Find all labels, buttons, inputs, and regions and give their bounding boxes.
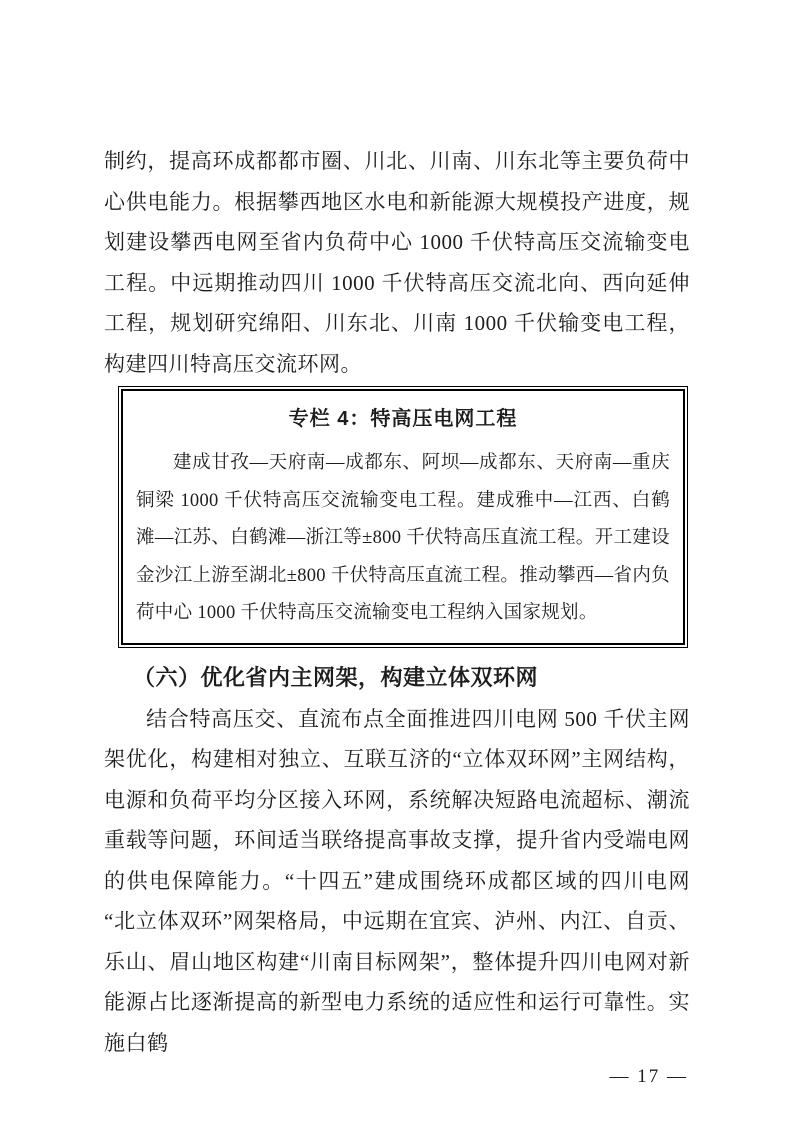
page-number: — 17 — (609, 1066, 688, 1087)
callout-box (121, 389, 685, 645)
paragraph-top: 制约，提高环成都都市圈、川北、川南、川东北等主要负荷中心供电能力。根据攀西地区水电和新能源大规模投产进度，规划建设攀西电网至省内负荷中心 1000 千伏特高压交流输变电工程。中远期推动四川 1000 千伏特高压交流北向、西向延伸工程，规划研究绵阳、川东北、川南 1000 千伏输变电工程，构建四川特高压交流环网。 (104, 149, 690, 376)
section-heading: （六）优化省内主网架，构建立体双环网 (133, 664, 539, 690)
callout-box-body: 建成甘孜—天府南—成都东、阿坝—成都东、天府南—重庆铜梁 1000 千伏特高压交流输变电工程。建成雅中—江西、白鹤滩—江苏、白鹤滩—浙江等±800 千伏特高压直流工程。开工建设金沙江上游至湖北±800 千伏特高压直流工程。推动攀西—省内负荷中心 1000 千伏特高压交流输变电工程纳入国家规划。 (136, 453, 670, 623)
callout-box-outer-border (118, 386, 688, 648)
paragraph-section: 结合特高压交、直流布点全面推进四川电网 500 千伏主网架优化，构建相对独立、互联互济的“立体双环网”主网结构，电源和负荷平均分区接入环网，系统解决短路电流超标、潮流重载等问题，环间适当联络提高事故支撑，提升省内受端电网的供电保障能力。“十四五”建成围绕环成都区域的四川电网“北立体双环”网架格局，中远期在宜宾、泸州、内江、自贡、乐山、眉山地区构建“川南目标网架”，整体提升四川电网对新能源占比逐渐提高的新型电力系统的适应性和运行可靠性。实施白鹤 (104, 706, 690, 1055)
callout-box-title: 专栏 4：特高压电网工程 (288, 408, 518, 430)
